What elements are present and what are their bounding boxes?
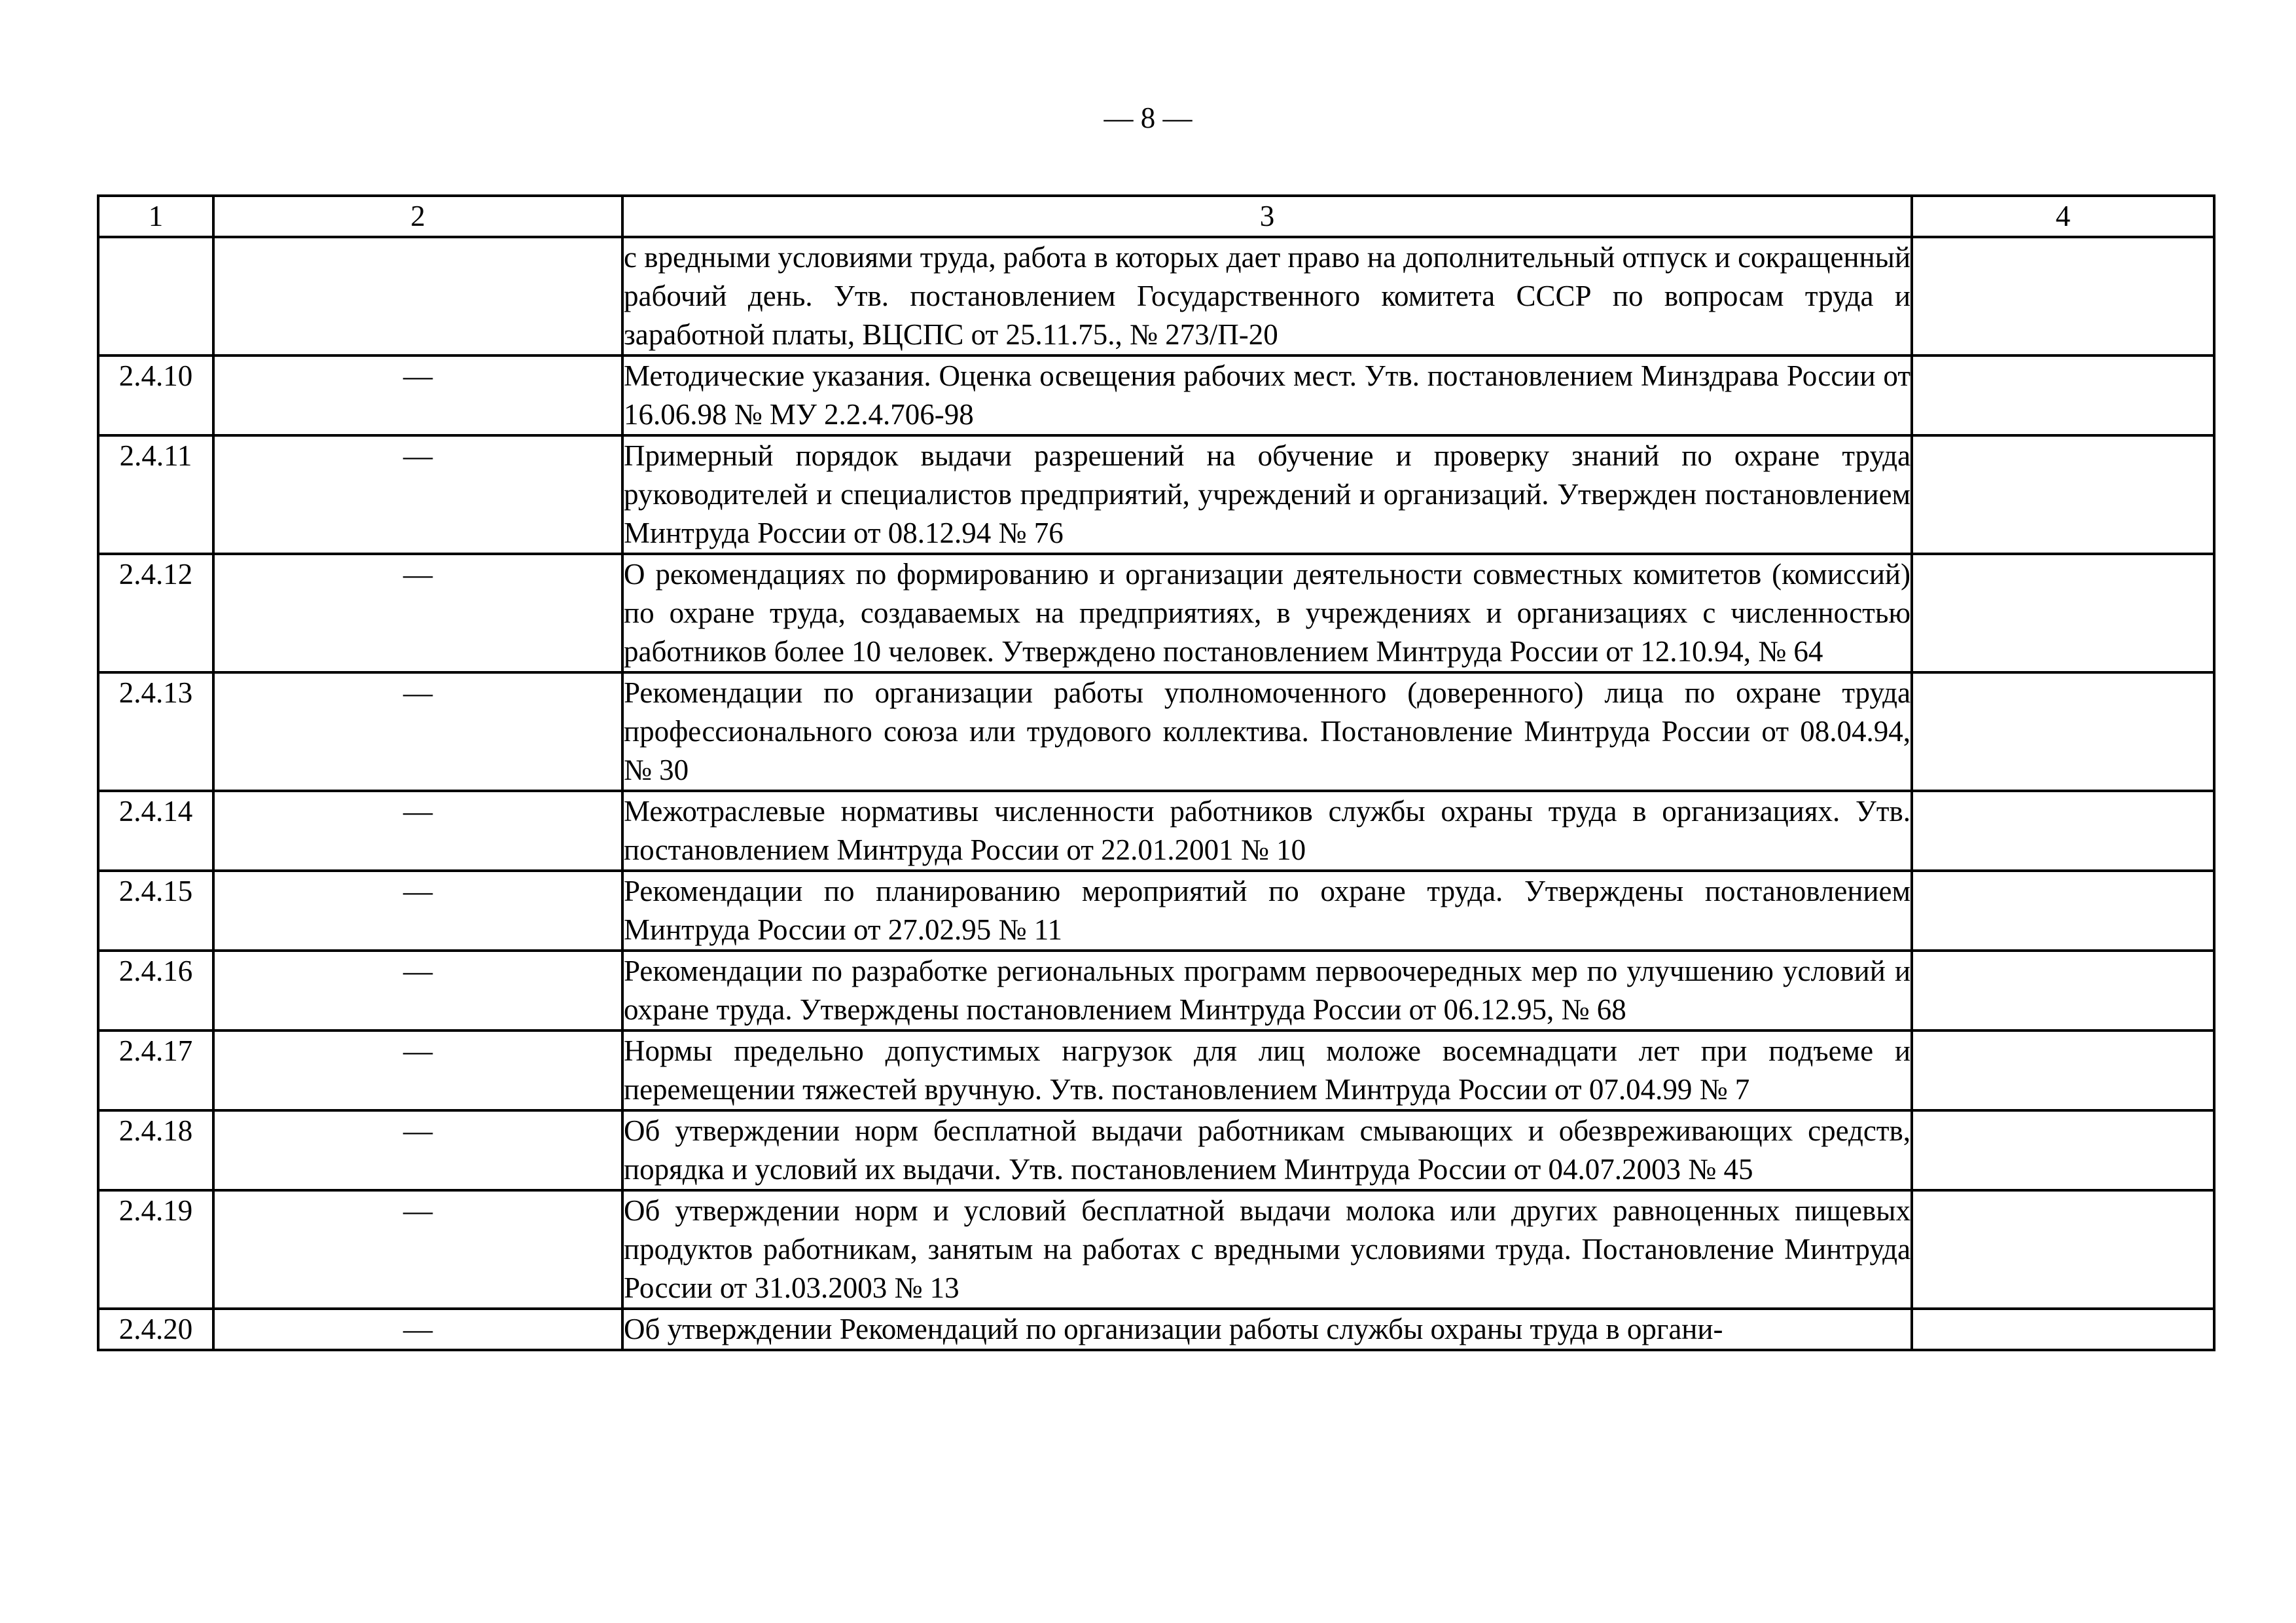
table-row [98, 1110, 2214, 1190]
row-number-cell [98, 237, 213, 356]
column-2-cell [213, 237, 622, 356]
regulations-table [97, 194, 2215, 1351]
column-2-cell: — [213, 435, 622, 554]
document-title-cell: Межотраслевые нормативы численности работников службы охраны труда в организациях. Утв. постановлением Минтруда России от 22.01.2001 № 10 [622, 791, 1912, 871]
column-2-cell: — [213, 1030, 622, 1110]
table-row [98, 951, 2214, 1030]
table-row [98, 791, 2214, 871]
document-title-cell: Рекомендации по планированию мероприятий по охране труда. Утверждены постановлением Минтруда России от 27.02.95 № 11 [622, 871, 1912, 951]
row-number-cell: 2.4.12 [98, 554, 213, 672]
column-2-cell: — [213, 672, 622, 791]
table-row [98, 435, 2214, 554]
column-2-cell: — [213, 1190, 622, 1309]
table-header-row [98, 196, 2214, 237]
column-header-4: 4 [1912, 196, 2214, 237]
row-number-cell: 2.4.16 [98, 951, 213, 1030]
column-4-cell [1912, 1190, 2214, 1309]
column-2-cell: — [213, 356, 622, 435]
column-4-cell [1912, 791, 2214, 871]
table-row [98, 1190, 2214, 1309]
table-row [98, 871, 2214, 951]
document-title-cell: Рекомендации по разработке региональных программ первоочередных мер по улучшению условий и охране труда. Утверждены постановлением Минтруда России от 06.12.95, № 68 [622, 951, 1912, 1030]
column-4-cell [1912, 554, 2214, 672]
document-title-cell: Об утверждении норм бесплатной выдачи работникам смывающих и обезвреживающих средств, порядка и условий их выдачи. Утв. постановлением Минтруда России от 04.07.2003 № 45 [622, 1110, 1912, 1190]
column-2-cell: — [213, 791, 622, 871]
row-number-cell: 2.4.15 [98, 871, 213, 951]
row-number-cell: 2.4.13 [98, 672, 213, 791]
column-2-cell: — [213, 1309, 622, 1350]
column-4-cell [1912, 435, 2214, 554]
column-4-cell [1912, 237, 2214, 356]
page-number: — 8 — [1103, 101, 1193, 134]
table-row [98, 554, 2214, 672]
row-number-cell: 2.4.20 [98, 1309, 213, 1350]
column-2-cell: — [213, 951, 622, 1030]
document-title-cell: О рекомендациях по формированию и организации деятельности совместных комитетов (комиссий) по охране труда, создаваемых на предприятиях, в учреждениях и организациях с численностью работников более 10 человек. Утверждено постановлением Минтруда России от 12.10.94, № 64 [622, 554, 1912, 672]
column-4-cell [1912, 1030, 2214, 1110]
column-2-cell: — [213, 871, 622, 951]
row-number-cell: 2.4.10 [98, 356, 213, 435]
row-number-cell: 2.4.18 [98, 1110, 213, 1190]
document-title-cell: Нормы предельно допустимых нагрузок для лиц моложе восемнадцати лет при подъеме и перемещении тяжестей вручную. Утв. постановлением Минтруда России от 07.04.99 № 7 [622, 1030, 1912, 1110]
row-number-cell: 2.4.11 [98, 435, 213, 554]
document-title-cell: Примерный порядок выдачи разрешений на обучение и проверку знаний по охране труда руководителей и специалистов предприятий, учреждений и организаций. Утвержден постановлением Минтруда России от 08.12.94 № 76 [622, 435, 1912, 554]
document-title-cell: Об утверждении норм и условий бесплатной выдачи молока или других равноценных пищевых продуктов работникам, занятым на работах с вредными условиями труда. Постановление Минтруда России от 31.03.2003 № 13 [622, 1190, 1912, 1309]
table-row [98, 672, 2214, 791]
column-2-cell: — [213, 554, 622, 672]
document-title-cell: с вредными условиями труда, работа в которых дает право на дополнительный отпуск и сокращенный рабочий день. Утв. постановлением Государственного комитета СССР по вопросам труда и заработной платы, ВЦСПС от 25.11.75., № 273/П-20 [622, 237, 1912, 356]
column-4-cell [1912, 356, 2214, 435]
column-4-cell [1912, 871, 2214, 951]
table-row-continuation [98, 237, 2214, 356]
column-header-1: 1 [98, 196, 213, 237]
row-number-cell: 2.4.19 [98, 1190, 213, 1309]
row-number-cell: 2.4.14 [98, 791, 213, 871]
column-4-cell [1912, 1309, 2214, 1350]
table-row [98, 356, 2214, 435]
table-row [98, 1309, 2214, 1350]
column-4-cell [1912, 672, 2214, 791]
column-4-cell [1912, 951, 2214, 1030]
column-header-2: 2 [213, 196, 622, 237]
table-row [98, 1030, 2214, 1110]
document-title-cell: Методические указания. Оценка освещения рабочих мест. Утв. постановлением Минздрава России от 16.06.98 № МУ 2.2.4.706-98 [622, 356, 1912, 435]
document-title-cell: Об утверждении Рекомендаций по организации работы службы охраны труда в органи- [622, 1309, 1912, 1350]
row-number-cell: 2.4.17 [98, 1030, 213, 1110]
column-header-3: 3 [622, 196, 1912, 237]
column-2-cell: — [213, 1110, 622, 1190]
document-title-cell: Рекомендации по организации работы уполномоченного (доверенного) лица по охране труда профессионального союза или трудового коллектива. Постановление Минтруда России от 08.04.94, № 30 [622, 672, 1912, 791]
column-4-cell [1912, 1110, 2214, 1190]
